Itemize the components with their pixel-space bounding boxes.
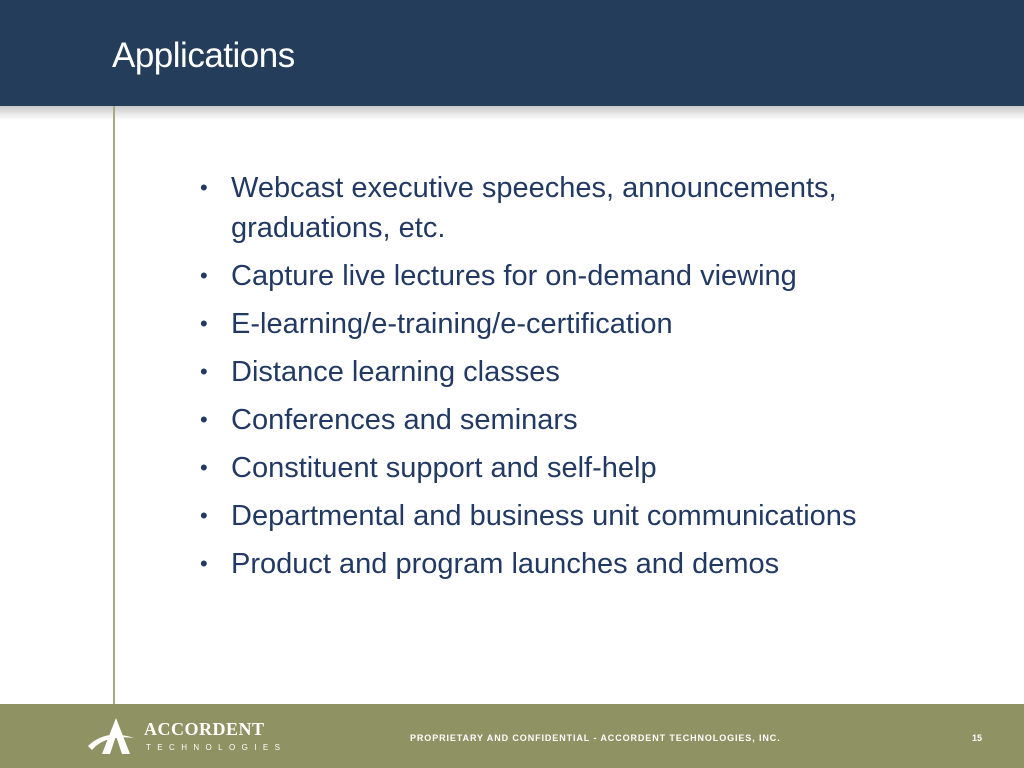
bullet-dot: •	[200, 407, 208, 432]
page-number: 15	[972, 733, 983, 743]
bullet-dot: •	[200, 263, 208, 288]
bullet-dot: •	[200, 175, 208, 200]
logo-wordmark: ACCORDENT	[144, 719, 265, 739]
accordent-logo-icon	[86, 716, 136, 756]
bullet-text: Product and program launches and demos	[231, 548, 780, 580]
bullet-text: Distance learning classes	[231, 356, 560, 388]
bullet-text: Constituent support and self-help	[231, 452, 657, 484]
bullet-dot: •	[200, 359, 208, 384]
bullet-item	[200, 448, 980, 488]
confidential-notice: PROPRIETARY AND CONFIDENTIAL - ACCORDENT TECHNOLOGIES, INC.	[410, 733, 781, 743]
bullet-text: Webcast executive speeches, announcements, graduations, etc.	[231, 172, 837, 244]
slide-title: Applications	[112, 36, 295, 75]
bullet-item	[200, 496, 980, 536]
bullet-dot: •	[200, 455, 208, 480]
company-logo	[86, 716, 287, 756]
bullet-item	[200, 304, 980, 344]
bullet-text: Conferences and seminars	[231, 404, 578, 436]
bullet-text: E-learning/e-training/e-certification	[231, 308, 673, 340]
bullet-item	[200, 168, 980, 248]
bullet-item	[200, 544, 980, 584]
bullet-text: Capture live lectures for on-demand viewing	[231, 260, 797, 292]
bullet-list	[200, 168, 980, 592]
bullet-dot: •	[200, 503, 208, 528]
bullet-item	[200, 400, 980, 440]
bullet-dot: •	[200, 551, 208, 576]
bullet-item	[200, 256, 980, 296]
bullet-text: Departmental and business unit communications	[231, 500, 857, 532]
logo-subtitle: TECHNOLOGIES	[146, 743, 287, 752]
left-divider-line	[113, 106, 115, 704]
bullet-item	[200, 352, 980, 392]
bullet-dot: •	[200, 311, 208, 336]
title-bar-shadow	[0, 106, 1024, 120]
